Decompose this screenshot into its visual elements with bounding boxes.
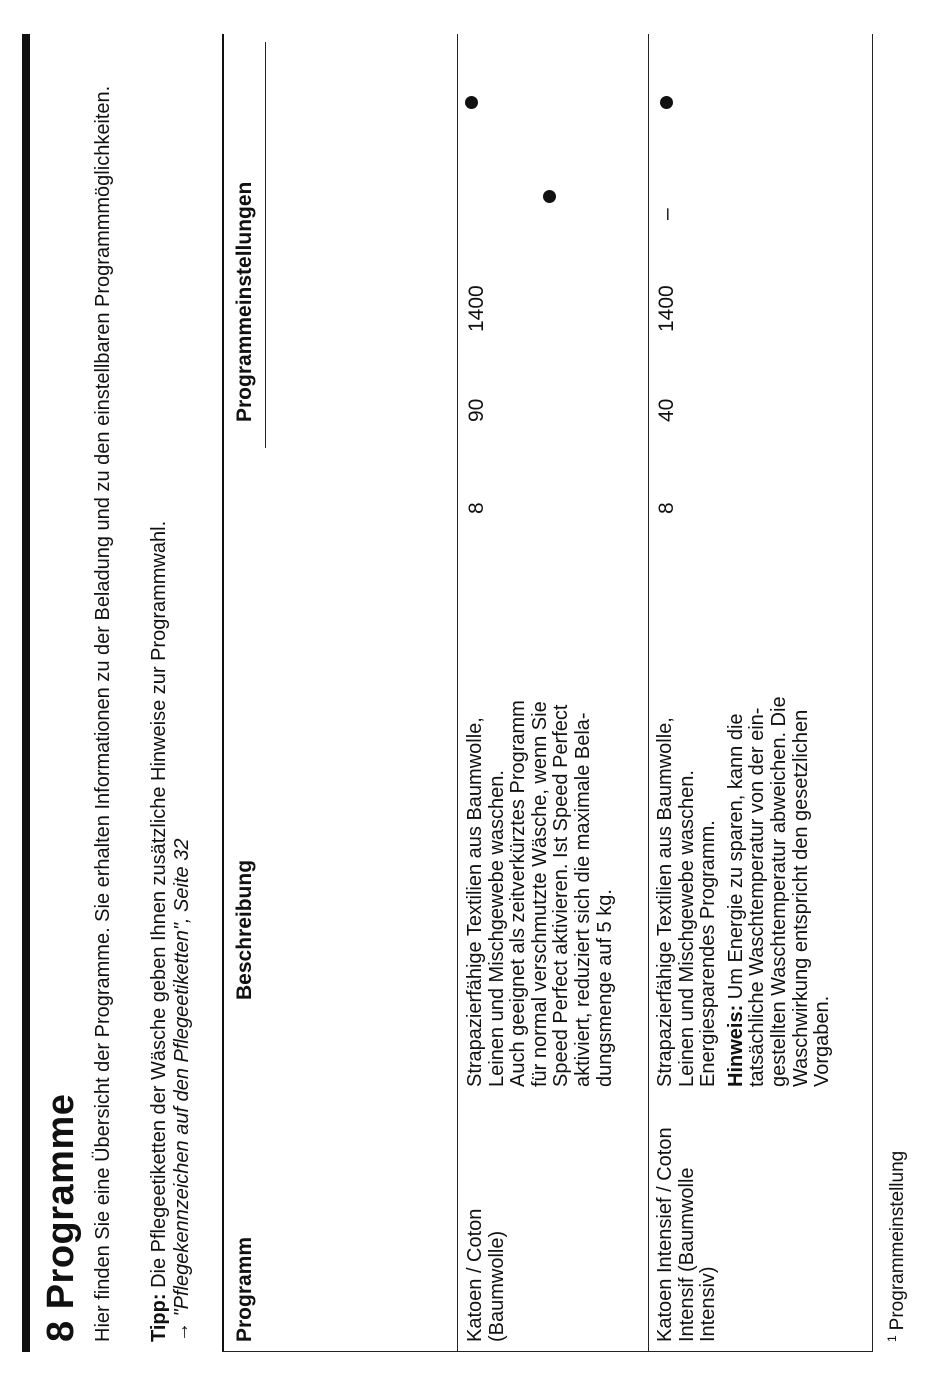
row1-description (465, 447, 616, 1087)
row2-desc-line: Leinen und Mischgewebe waschen. (675, 770, 698, 1087)
chapter-title (40, 1094, 83, 1342)
table-left-border (222, 1351, 872, 1352)
row1-temperature: 90 (465, 398, 488, 422)
row1-desc-line: aktiviert, reduziert sich die maximale Bela- (571, 712, 594, 1087)
tip-link[interactable]: "Pflegekennzeichen auf den Pflegeetiketten" (171, 923, 193, 1317)
tip-page-ref: , Seite 32 (171, 838, 193, 924)
row2-note-line: Um Energie zu sparen, kann die (724, 713, 747, 1005)
row2-note-line: Vorgaben. (811, 995, 834, 1087)
row1-load: 8 (465, 502, 488, 514)
row2-note (726, 447, 748, 1087)
row2-option-dash: – (655, 208, 678, 220)
header-program: Programm (233, 1236, 256, 1342)
row2-temperature: 40 (655, 398, 678, 422)
tip-text: Die Pflegeetiketten der Wäsche geben Ihnen zusätzliche Hinweise zur Programmwahl. (148, 520, 170, 1294)
row1-desc-line: für normal verschmutzte Wäsche, wenn Sie (528, 701, 551, 1087)
row2-note-line: Waschwirkung entspricht den gesetzlichen (789, 709, 812, 1087)
row2-note-label: Hinweis: (724, 1004, 747, 1087)
row2-desc-line: Energiesparendes Programm. (697, 820, 720, 1087)
row2-note-line: gestellten Waschtemperatur abweichen. Die (767, 696, 790, 1087)
tip-label: Tipp: (148, 1293, 170, 1342)
row2-program: Katoen Intensief / Coton Intensif (Baumwolle Intensiv) (654, 1127, 720, 1342)
arrow-icon: → (171, 1322, 193, 1342)
row2-note-line: tatsächliche Waschtemperatur von der ein- (746, 707, 769, 1087)
row1-desc-line: Leinen und Mischgewebe waschen. (485, 770, 508, 1087)
header-description: Beschreibung (233, 859, 256, 1000)
row1-desc-line: Auch geeignet als zeitverkürztes Programm (507, 700, 530, 1087)
row1-desc-line: Strapazierfähige Textilien aus Baumwolle, (464, 717, 486, 1087)
row1-option-bullet-icon (543, 190, 556, 203)
chapter-title-bar (22, 34, 30, 1352)
row1-option-bullet-icon (465, 96, 478, 109)
footnote (885, 1151, 909, 1342)
footnote-text: Programmeinstellung (887, 1150, 908, 1331)
chapter-number: 8 (40, 1320, 82, 1342)
row-divider (648, 34, 649, 1352)
header-settings: Programmeinstellungen (233, 181, 256, 422)
header-bottom-border (457, 34, 458, 1352)
footnote-marker: 1 (885, 1335, 899, 1342)
row2-load: 8 (655, 502, 678, 514)
settings-subheader-line (265, 42, 266, 448)
row1-program: Katoen / Coton (Baumwolle) (464, 1208, 508, 1342)
row1-spin: 1400 (465, 285, 488, 332)
table-top-border (222, 34, 224, 1352)
row1-desc-line: Speed Perfect aktivieren. Ist Speed Perfect (550, 704, 573, 1087)
table-bottom-border (872, 34, 873, 1352)
intro-paragraph: Hier finden Sie eine Übersicht der Programme. Sie erhalten Informationen zu der Beladung und zu den einstellbaren Programmmöglichkeiten. (92, 85, 114, 1342)
row2-option-bullet-icon (660, 96, 673, 109)
row2-spin: 1400 (655, 285, 678, 332)
tip-paragraph (148, 42, 194, 1342)
row1-desc-line: dungsmenge auf 5 kg. (593, 889, 616, 1087)
row2-description (655, 447, 834, 1087)
row2-desc-line: Strapazierfähige Textilien aus Baumwolle, (654, 717, 676, 1087)
chapter-name: Programme (40, 1093, 82, 1310)
